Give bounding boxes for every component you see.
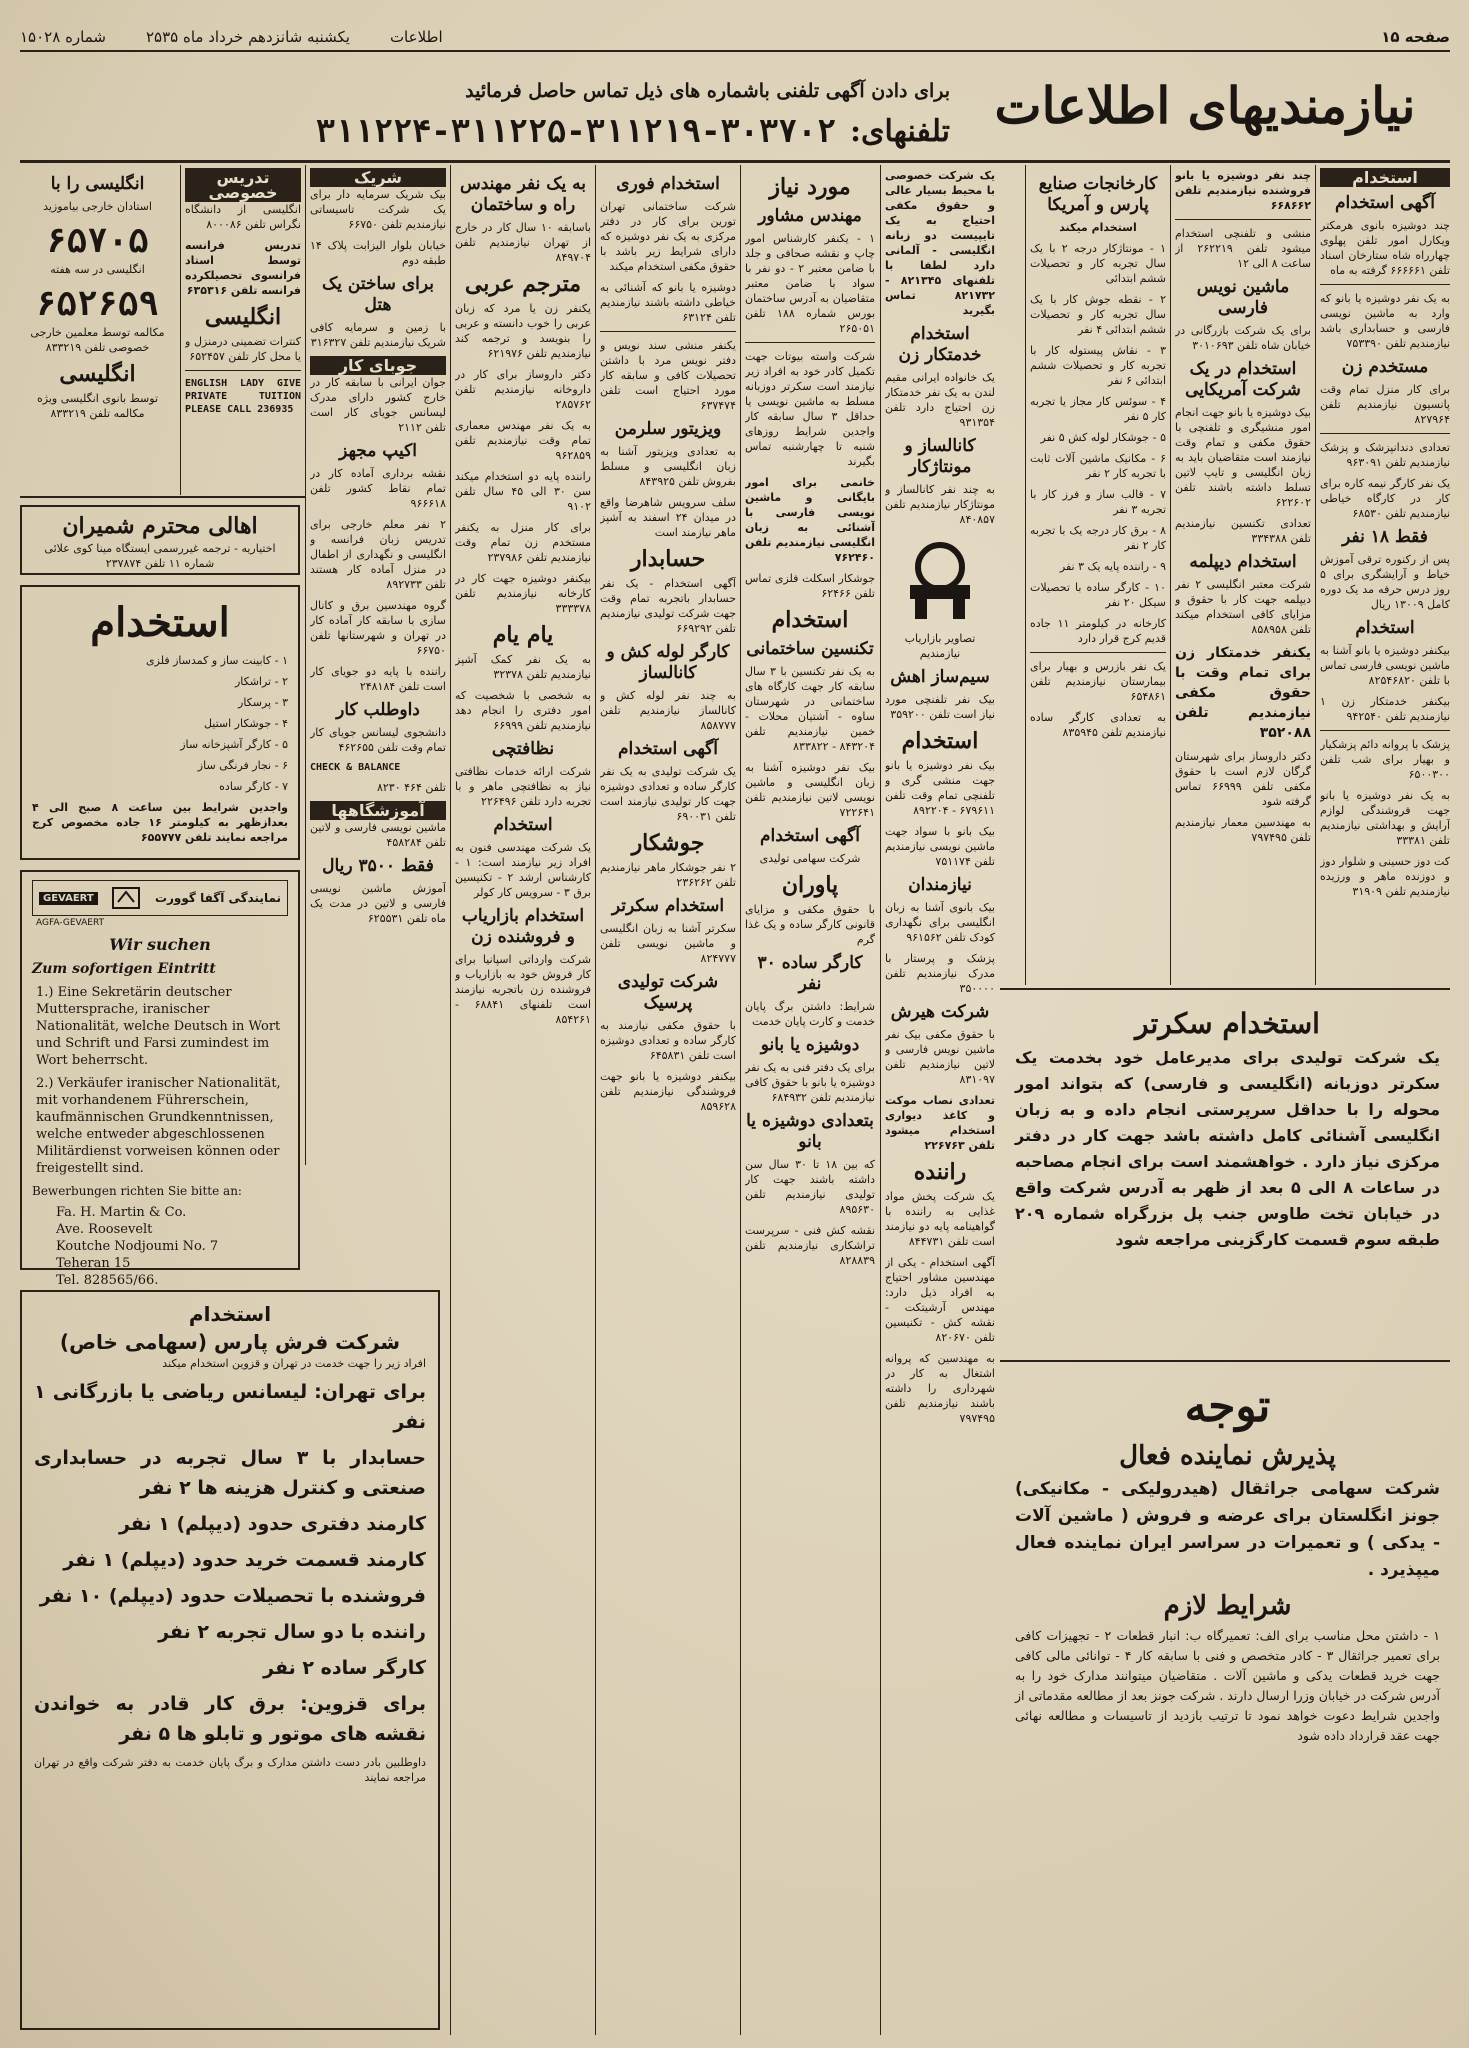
ad-text: برای کار منزل به یکنفر مستخدم زن تمام وقت نیازمندیم تلفن ۲۳۷۹۸۶ (455, 521, 591, 564)
farsh-line: کارگر ساده ۲ نفر (263, 1657, 426, 1679)
ad-title: شرکت هیرش (890, 1002, 990, 1022)
gevaert-badge: GEVAERT (39, 892, 98, 905)
ad-text: به تعدادی کارگر ساده نیازمندیم تلفن ۸۳۵۹۴۵ (1030, 711, 1166, 739)
ad-text: باسابقه ۱۰ سال کار در خارج از تهران نیازمندیم تلفن ۸۴۹۷۰۴ (455, 221, 591, 264)
de-subtitle: Zum sofortigen Eintritt (32, 961, 216, 977)
column-10 (20, 168, 175, 493)
ad-text: یک شرکت خصوصی با محیط بسیار عالی و حقوق مکفی احتیاج به یک تایپیست دو زبانه انگلیسی - آلمانی دارد لطفا با تلفنهای ۸۲۱۳۴۵ - ۸۲۱۷۳۲ تماس بگیرید (885, 169, 995, 317)
ad-text: چند دوشیزه بانوی هرمکتر ویکارل امور تلفن پهلوی چهارراه شاه ستارخان اسناد تلفن ۶۶۶۶۶۱ گرفته به ماه (1320, 219, 1450, 277)
ad-text: تعدادی دندانپزشک و پزشک نیازمندیم تلفن ۹۶۳۰۹۱ (1320, 441, 1450, 469)
column-rule (305, 165, 306, 1165)
list-item: ۱ - مونتاژکار درجه ۲ با یک سال تجربه کار و تحصیلات ششم ابتدائی (1030, 242, 1166, 285)
ad-title: استخدام در یک شرکت آمریکایی (1185, 359, 1301, 400)
de-tel: Tel. 828565/66. (56, 1273, 159, 1288)
ad-text: کنترات تضمینی درمنزل و یا محل کار تلفن ۶۵۲۴۵۷ (185, 335, 301, 363)
ad-text-latin: CHECK & BALANCE (310, 762, 401, 773)
ad-title: فقط ۳۵۰۰ ریال (322, 856, 434, 876)
column-rule (880, 165, 881, 2035)
ad-text: یک شرکت تولیدی به یک نفر کارگر ساده و تعدادی دوشیزه جهت کار تولیدی نیازمند است تلفن ۶۹۰۰۳۱ (600, 765, 736, 823)
phones-numbers: ۳۱۱۲۲۴-۳۱۱۲۲۵-۳۱۱۲۱۹-۳۰۳۷۰۲ (315, 112, 836, 150)
ad-text: شرکت ارائه خدمات نظافتی نیاز به نظافتچی ماهر و با تجربه دارد تلفن ۲۲۶۴۹۶ (455, 765, 591, 808)
ad-text: یک نفر کارگر نیمه کاره برای کار در کارگاه خیاطی نیازمندیم تلفن ۶۸۵۳۰ (1320, 477, 1450, 520)
ad-text: یک خانواده ایرانی مقیم لندن به یک نفر خدمتکار زن احتیاج دارد تلفن ۹۳۱۳۵۴ (885, 371, 995, 429)
ad-text: به یک نفر دوشیزه یا بانو که وارد به ماشین نویسی فارسی و حسابداری باشد نیازمندیم تلفن ۷۵۳۳۹۰ (1320, 292, 1450, 350)
ad-title: استخدام فوری (616, 174, 720, 194)
ad-title: کانالساز و مونتاژکار (904, 436, 976, 477)
farsh-line: راننده با دو سال تجربه ۲ نفر (158, 1621, 426, 1643)
ad-divider (1320, 284, 1450, 285)
ad-text: بیک شریک سرمایه دار برای یک شرکت تاسیساتی نیازمندیم تلفن ۶۶۷۵۰ (310, 188, 446, 231)
list-item: ۴ - سوئس کار مجاز یا تجربه کار ۵ نفر (1030, 395, 1166, 423)
ad-title: بتعدادی دوشیزه یا بانو (746, 1111, 874, 1152)
ad-agfa-gevaert (20, 870, 300, 1288)
section-tag-tutoring: تدریس خصوصی (185, 168, 301, 202)
ad-title: سیم‌ساز اهش (890, 667, 990, 687)
list-item: ۳ - نقاش پیستوله کار با تجربه کار و تحصیلات ششم ابتدائی ۶ نفر (1030, 344, 1166, 387)
column-rule (1170, 165, 1171, 985)
ad-text: برای کار منزل تمام وقت پانسیون نیازمندیم تلفن ۸۲۷۹۶۴ (1320, 383, 1450, 426)
ad-text: به چند نفر لوله کش و کانالساز نیازمندیم تلفن ۸۵۸۷۷۷ (600, 689, 736, 732)
ad-text: یک شرکت مهندسی فنون به افراد زیر نیازمند است: ۱ - کارشناس ارشد ۲ - تکنیسین برق ۳ - سرویس کار کولر (455, 841, 591, 899)
ad-title: کارخانجات صنایع پارس و آمریکا (1038, 174, 1158, 215)
ad-text: جوان ایرانی با سابقه کار در خارج کشور دارای مدرک لیسانس جویای کار است تلفن ۲۱۱۲ (310, 376, 446, 434)
ad-text: پزشک و پرستار با مدرک نیازمندیم تلفن ۳۵۰۰۰۰ (885, 952, 995, 995)
ad-text: یکنفر خدمتکار زن برای تمام وقت با حقوق مکفی نیازمندیم تلفن ۳۵۲۰۸۸ (1175, 645, 1311, 741)
ad-subtitle: استخدام میکند (1059, 221, 1137, 234)
ad-title: آگهی استخدام (760, 826, 860, 846)
list-item: ۵ - کارگر آشپزخانه ساز (180, 738, 288, 751)
de-title: Wir suchen (109, 935, 211, 954)
column-rule (595, 165, 596, 2035)
list-item: ۶ - نجار فرنگی ساز (197, 759, 288, 772)
ad-text: دکتر داروساز برای کار در داروخانه نیازمندیم تلفن ۲۸۵۷۶۲ (455, 368, 591, 411)
ad-text: استادان خارجی بیاموزید (43, 200, 152, 213)
ad-text: پس از رکنوره ترقی آموزش خیاط و آرایشگری برای ۵ روز درس حرفه مد یک دوره کامل ۱۳۰۰۹ ریال (1320, 553, 1450, 611)
list-item: ۲ - نقطه جوش کار با یک سال تجربه کار و تحصیلات ششم ابتدائی ۴ نفر (1030, 293, 1166, 336)
notice-title: توجه (1184, 1381, 1271, 1432)
ad-text: ۲ نفر جوشکار ماهر نیازمندیم تلفن ۲۳۶۲۶۲ (600, 861, 736, 889)
column-1 (1320, 168, 1450, 985)
phones-label: تلفنهای: (849, 113, 950, 149)
ad-title: راننده (913, 1159, 967, 1185)
ad-title: کارگر لوله کش و کانالساز (606, 642, 730, 683)
ad-divider (1320, 433, 1450, 434)
german-ad-body (32, 936, 288, 1289)
section-tag-employment: استخدام (1320, 168, 1450, 187)
list-item: ۳ - پرسکار (238, 696, 288, 709)
ad-title: انگلیسی (204, 304, 282, 330)
section-tag-schools: آموزشگاهها (310, 801, 446, 820)
column-4 (885, 168, 995, 2033)
ad-text: بیک نفر دوشیزه یا بانو جهت منشی گری و تلفنچی تمام وقت تلفن ۶۷۹۶۱۱ - ۸۹۲۲۰۴ (885, 759, 995, 817)
ad-title: اهالی محترم شمیران (62, 513, 258, 539)
column-2 (1175, 168, 1311, 985)
ad-text: سلف سرویس شاهرضا واقع در میدان ۲۴ اسفند به آشپز ماهر نیازمند است (600, 496, 736, 539)
farsh-line: حسابدار با ۳ سال تجربه در حسابداری صنعتی و کنترل هزینه ها ۲ نفر (34, 1447, 426, 1499)
ad-divider (600, 331, 736, 332)
ad-title: انگلیسی (59, 361, 136, 387)
ad-text: تعدادی تکنسین نیازمندیم تلفن ۳۳۴۳۸۸ (1175, 517, 1311, 545)
ad-title: استخدام بازاریاب و فروشنده زن (461, 906, 585, 947)
ad-text: بیک دوشیزه یا بانو جهت انجام امور منشیگری و تلفنچی با حقوق مکفی و تمام وقت نیازمند است متقاضیان باید به زبان انگلیسی و تایپ لاتین تسلط داشته باشند تلفن ۶۲۲۶۰۲ (1175, 406, 1311, 509)
farsh-company: شرکت فرش پارس (سهامی خاص) (59, 1330, 401, 1354)
ad-text: یکنفر زن یا مرد که زبان عربی را خوب دانسته و عربی را بنویسد و ترجمه کند نیازمندیم تلفن ۶۲۱۹۷۶ (455, 302, 591, 360)
ad-secretary (1005, 995, 1450, 1355)
ad-text: بیکنفر دوشیزه یا بانو جهت فروشندگی نیازمندیم تلفن ۸۵۹۶۲۸ (600, 1070, 736, 1113)
farsh-line: فروشنده با تحصیلات حدود (دیپلم) ۱۰ نفر (39, 1585, 426, 1607)
gevaert-subtitle: AGFA-GEVAERT (36, 918, 105, 928)
ad-title: مترجم عربی (464, 271, 582, 297)
ad-title: استخدام (493, 815, 553, 835)
list-item: ۴ - جوشکار استیل (203, 717, 288, 730)
banner-phones (80, 108, 950, 154)
notice-text: شرکت سهامی جراثقال (هیدرولیکی - مکانیکی) جونز انگلستان برای عرضه و فروش ( ماشین آلات - یدکی ) و تعمیرات در سراسر ایران نماینده فعال میپذیرد . (1015, 1479, 1440, 1580)
column-rule (740, 165, 741, 2035)
banner-instruction: برای دادن آگهی تلفنی باشماره های ذیل تماس حاصل فرمائید (465, 80, 950, 102)
ad-title: استخدام سکرتر (1135, 1007, 1320, 1040)
ad-text: که بین ۱۸ تا ۳۰ سال سن داشته باشند جهت کار تولیدی نیازمندیم تلفن ۸۹۵۶۳۰ (745, 1158, 875, 1216)
ad-phone: ۶۵۲۶۵۹ (36, 284, 159, 324)
section-title: نیازمندیهای اطلاعات (994, 76, 1416, 135)
company-logo (895, 537, 985, 627)
ad-text: به شخصی با شخصیت که امور دفتری را انجام دهد نیازمندیم تلفن ۶۶۹۹۹ (455, 689, 591, 732)
newspaper-name: اطلاعات (389, 28, 443, 46)
ad-text: سکرتر آشنا به زبان انگلیسی و ماشین نویسی تلفن ۸۲۴۷۷۷ (600, 922, 736, 965)
list-item: ۷ - قالب ساز و فرز کار با تجربه ۳ نفر (1030, 488, 1166, 516)
ad-text: ماشین نویسی فارسی و لاتین تلفن ۴۵۸۲۸۴ (310, 821, 446, 849)
list-item: ۹ - راننده پایه یک ۳ نفر (1059, 560, 1166, 573)
issue-date: یکشنبه شانزدهم خرداد ماه ۲۵۳۵ (145, 28, 350, 46)
ad-title: حسابدار (630, 546, 706, 572)
ad-text: کت دوز حسینی و شلوار دوز و دوزنده ماهر و ورزیده نیازمندیم تلفن ۳۱۹۰۹ (1320, 855, 1450, 898)
ad-shemiran (20, 505, 300, 575)
ad-text: برای یک شرکت بازرگانی در خیابان شاه تلفن ۳۰۱۰۶۹۳ (1175, 324, 1311, 352)
column-5 (745, 168, 875, 2033)
ad-employment-box (20, 585, 300, 860)
ad-text: بیکنفر دوشیزه یا بانو آشنا به ماشین نویسی فارسی تماس با تلفن ۸۲۵۴۶۸۲۰ (1320, 644, 1450, 687)
ad-text: کارخانه در کیلومتر ۱۱ جاده قدیم کرج قرار دارد (1030, 617, 1166, 645)
ad-text: منشی و تلفنچی استخدام میشود تلفن ۲۶۲۲۱۹ از ساعت ۸ الی ۱۲ (1175, 227, 1311, 270)
column-rule (180, 165, 181, 495)
de-item-2: 2.) Verkäufer iranischer Nationalität, mit vorhandenem Führerschein, kaufmännischen Grundkenntnissen, welche entweder abgeschlossenen Militärdienst vorweisen können oder freigestellt sind. (36, 1076, 281, 1176)
ad-title: اکیپ مجهز (339, 441, 417, 461)
column-8 (310, 168, 446, 1163)
ad-text: به چند نفر کانالساز و مونتاژکار نیازمندیم تلفن ۸۴۰۸۵۷ (885, 483, 995, 526)
list-item: ۶ - مکانیک ماشین آلات ثابت با تجربه کار ۲ نفر (1030, 452, 1166, 480)
logo-caption: تصاویر بازاریاب نیازمندیم (904, 632, 976, 660)
column-rule (1025, 165, 1026, 985)
ad-title: نظافتچی (491, 739, 555, 759)
ad-title: انگلیسی را با (50, 174, 145, 194)
column-6 (600, 168, 736, 2033)
conditions-title: شرایط لازم (1163, 1591, 1292, 1621)
list-item: ۷ - کارگر ساده (219, 780, 288, 793)
column-rule (1315, 165, 1316, 985)
ad-text: بیکنفر خدمتکار زن ۱ نیازمندیم تلفن ۹۴۲۵۴۰ (1320, 695, 1450, 723)
list-item: ۵ - جوشکار لوله کش ۵ نفر (1040, 431, 1166, 444)
farsh-line: برای قزوین: برق کار قادر به خواندن نقشه های موتور و تابلو ها ۵ نفر (34, 1693, 426, 1745)
ad-title: فقط ۱۸ نفر (1342, 527, 1428, 547)
farsh-footer: داوطلبین بادر دست داشتن مدارک و برگ پایان خدمت به دفتر شرکت واقع در تهران مراجعه نمایند (34, 1756, 426, 1784)
gevaert-logo-bar (32, 880, 288, 916)
ad-text: به مهندسین معمار نیازمندیم تلفن ۷۹۷۴۹۵ (1175, 816, 1311, 844)
ad-divider (1030, 652, 1166, 653)
de-street2: Koutche Nodjoumi No. 7 (56, 1239, 219, 1254)
ad-text: به یک نفر مهندس معماری تمام وقت نیازمندیم تلفن ۹۶۲۸۵۹ (455, 419, 591, 462)
ad-text: مکالمه توسط معلمین خارجی خصوصی تلفن ۸۳۳۲۱۹ (30, 326, 165, 354)
ad-text: یک شرکت پخش مواد غذایی به راننده با گواهینامه پایه دو نیازمند است تلفن ۸۴۴۷۳۱ (885, 1190, 995, 1248)
ad-title: آگهی استخدام (1335, 193, 1435, 213)
de-contact-intro: Bewerbungen richten Sie bitte an: (32, 1184, 242, 1198)
ad-title: استخدام (901, 728, 979, 754)
de-item-1: 1.) Eine Sekretärin deutscher Muttersprache, iranischer Nationalität, welche Deutsch in Wort und Schrift und Farsi zumindest im Wort beherrscht. (36, 985, 281, 1068)
list-item: ۲ - تراشکار (234, 675, 288, 688)
ad-text: دانشجوی لیسانس جویای کار تمام وقت تلفن ۴۶۲۶۵۵ (310, 726, 446, 754)
ad-text: آگهی استخدام - یکی از مهندسین مشاور احتیاج به افراد ذیل دارد: مهندس آرشیتکت - نقشه کش - تکنیسین تلفن ۸۲۰۶۷۰ (885, 1256, 995, 1344)
ad-text: بیکنفر دوشیزه جهت کار در کارخانه نیازمندیم تلفن ۳۳۳۳۷۸ (455, 572, 591, 615)
ad-text: شرکت ساختمانی تهران تورین برای کار در دفتر مرکزی به یک نفر دوشیزه که دارای شرایط زیر باشد با حقوق مکفی استخدام میکند (600, 200, 736, 273)
farsh-line: کارمند قسمت خرید حدود (دیپلم) ۱ نفر (63, 1549, 426, 1571)
list-item: ۱۰ - کارگر ساده با تحصیلات سیکل ۲۰ نفر (1030, 581, 1166, 609)
section-rule (1000, 988, 1450, 990)
ad-text: با حقوق مکفی بیک نفر ماشین نویس فارسی و لاتین نیازمندیم تلفن ۸۳۱۰۹۷ (885, 1028, 995, 1086)
ad-text: برای یک دفتر فنی به یک نفر دوشیزه یا بانو با حقوق کافی نیازمندیم تلفن ۶۸۴۹۳۲ (745, 1061, 875, 1104)
section-rule (20, 496, 305, 498)
ad-title: استخدام دیپلمه (1189, 552, 1297, 572)
farsh-line: برای تهران: لیسانس ریاضی یا بازرگانی ۱ نفر (34, 1381, 426, 1433)
ad-text: تعدادی نصاب موکت و کاغذ دیواری استخدام میشود تلفن ۲۲۶۷۶۳ (885, 1094, 995, 1152)
section-rule (1000, 1360, 1450, 1362)
ad-title: داوطلب کار (336, 700, 420, 720)
column-7 (455, 168, 591, 2033)
ad-text: دوشیزه یا بانو که آشنائی به خیاطی داشته باشند نیازمندیم تلفن ۶۳۱۲۴ (600, 281, 736, 324)
ad-divider (185, 370, 301, 371)
ad-subtitle: مهندس مشاور (758, 206, 862, 226)
ad-text: آموزش ماشین نویسی فارسی و لاتین در مدت یک ماه تلفن ۶۲۵۵۳۱ (310, 882, 446, 925)
ad-title: پاوران (781, 872, 839, 898)
column-9 (185, 168, 301, 493)
column-rule (450, 165, 451, 2035)
ad-title: برای ساختن یک هتل (322, 274, 434, 315)
ad-text: بیک نفر دوشیزه آشنا به زبان انگلیسی و ماشین نویسی لاتین نیازمندیم تلفن ۷۲۲۶۴۱ (745, 761, 875, 819)
issue-number: شماره ۱۵۰۲۸ (20, 28, 106, 46)
ad-text: نقشه کش فنی - سرپرست تراشکاری نیازمندیم تلفن ۸۲۸۸۳۹ (745, 1224, 875, 1267)
ad-text: به یک نفر دوشیزه یا بانو جهت فروشندگی لوازم آرایش و بهداشتی نیازمندیم تلفن ۳۳۳۸۱ (1320, 789, 1450, 847)
ad-title: استخدام (188, 1302, 272, 1326)
ad-title: یام یام (492, 622, 554, 648)
ad-text: ۲ نفر معلم خارجی برای تدریس زبان فرانسه و انگلیسی و نگهداری از اطفال در منزل آماده کار هستند تلفن ۸۹۲۷۳۳ (310, 518, 446, 591)
ad-text: شرکت واسته بیوتات جهت تکمیل کادر خود به افراد زیر نیازمند است سکرتر دوزبانه مسلط به ماشین نویسی یا حداقل ۳ سال سابقه کار واجدین شرایط روزهای شنبه تا چهارشنبه تماس بگیرند (745, 350, 875, 468)
ad-text: انگلیسی در سه هفته (50, 263, 145, 276)
de-company: Fa. H. Martin & Co. (56, 1205, 187, 1220)
conditions-text: ۱ - داشتن محل مناسب برای الف: تعمیرگاه ب: انبار قطعات ۲ - تجهیزات کافی برای تعمیر جراثقال ۳ - کادر متخصص و فنی با سابقه کار ۴ - توانائی مالی کافی جهت خرید قطعات یدکی و ماشین آلات . متقاضیان میتوانند مدارک خود را به آدرس شرکت در خیابان وزرا ارسال دارند . شرکت جونز بعد از مطالعه مقدماتی از واجدین شرایط دعوت خواهد نمود تا ترتیب بازدید از تاسیسات و مطالعه نهائی جهت عقد قرارداد داده شود (1014, 1628, 1440, 1743)
ad-title: استخدام (771, 607, 849, 633)
ad-title: مستخدم زن (1341, 357, 1429, 377)
ad-text: خیابان بلوار الیزابت پلاک ۱۴ طبقه دوم (310, 239, 446, 267)
ad-divider (1320, 730, 1450, 731)
de-address (32, 1204, 288, 1289)
ad-text: نقشه برداری آماده کار در تمام نقاط کشور تلفن ۹۶۶۶۱۸ (310, 467, 446, 510)
ad-text: خانمی برای امور بایگانی و ماشین نویسی فارسی با آشنائی به زبان انگلیسی نیازمندیم تلفن ۷۶۲۴۶۰ (745, 476, 875, 564)
ad-subtitle: تکنسین ساختمانی (746, 639, 874, 659)
ad-title: کارگر ساده ۳۰ نفر (757, 953, 863, 994)
ad-title: دوشیزه یا بانو (760, 1035, 860, 1055)
ad-subtitle: شرکت سهامی تولیدی (759, 852, 861, 865)
header-rule (20, 50, 1450, 52)
ad-text: بیک نفر تلفنچی مورد نیاز است تلفن ۳۵۹۲۰۰ (885, 693, 995, 721)
ad-title: جوشکار (631, 830, 705, 856)
ad-text: شرکت وارداتی اسپانیا برای کار فروش خود به بازاریاب و فروشنده زن باتجربه نیازمند است تلفنهای ۶۸۸۴۱ - ۸۵۴۲۶۱ (455, 953, 591, 1026)
ad-text: آگهی استخدام - یک نفر حسابدار باتجربه تمام وقت جهت شرکت تولیدی نیازمندیم تلفن ۶۶۹۲۹۲ (600, 577, 736, 635)
ad-text: یکنفر منشی سند نویس و دفتر نویس مرد با داشتن تحصیلات کافی و سابقه کار مورد احتیاج است تلفن ۶۳۷۴۷۴ (600, 339, 736, 412)
ad-text: انگلیسی از دانشگاه نگراس تلفن ۸۰۰۰۸۶ (185, 203, 301, 231)
ad-text: یک نفر بازرس و بهیار برای بیمارستان نیازمندیم تلفن ۶۵۴۸۶۱ (1030, 660, 1166, 703)
ad-title: نیازمندان (908, 875, 972, 895)
gevaert-persian-name: نمایندگی آگفا گوورت (154, 891, 281, 905)
ad-divider (1175, 219, 1311, 220)
ad-text: بیک بانوی آشنا به زبان انگلیسی برای نگهداری کودک تلفن ۹۶۱۵۶۲ (885, 901, 995, 944)
ad-text: شرکت معتبر انگلیسی ۲ نفر دیپلمه جهت کار با حقوق و مزایای کافی استخدام میکند تلفن ۸۵۸۹۵۸ (1175, 578, 1311, 636)
ad-title: آگهی استخدام (618, 739, 718, 759)
ad-text: دکتر داروساز برای شهرستان گرگان لازم است با حقوق مکفی تلفن ۶۶۹۹۹ تماس گرفته شود (1175, 750, 1311, 808)
ad-text: توسط بانوی انگلیسی ویژه مکالمه تلفن ۸۳۳۲۱۹ (37, 392, 158, 420)
ad-title: شرکت تولیدی پرسیک (617, 972, 719, 1013)
ad-text: به یک نفر تکنسین با ۳ سال سابقه کار جهت کارگاه های ساختمانی در شهرستان ساوه - آشتیان محلات - خمین نیازمندیم تلفن ۸۴۳۲۰۴ - ۸۳۳۸۲۲ (745, 665, 875, 753)
ad-text: جوشکار اسکلت فلزی تماس تلفن ۶۲۴۶۶ (745, 572, 875, 600)
ad-title: مورد نیاز (769, 174, 851, 200)
gevaert-logo-icon (112, 887, 140, 909)
ad-title: ماشین نویس فارسی (1196, 277, 1290, 318)
ad-title: ویزیتور سلرمن (614, 419, 722, 439)
list-item: ۸ - برق کار درجه یک با تجربه کار ۲ نفر (1030, 524, 1166, 552)
ad-title: به یک نفر مهندس راه و ساختمان (459, 174, 586, 215)
banner-rule (20, 160, 1450, 163)
de-city: Teheran 15 (56, 1256, 131, 1271)
section-tag-job-seekers: جوبای کار (310, 356, 446, 375)
ad-text: پزشک با پروانه دائم پزشکیار و بهیار برای شب تلفن ۶۵۰۰۳۰۰ (1320, 738, 1450, 781)
ad-title: استخدام (90, 599, 230, 646)
ad-text: چند نفر دوشیزه یا بانو فروشنده نیازمندیم تلفن ۶۶۸۶۶۲ (1175, 169, 1311, 212)
ad-text: واجدین شرایط بین ساعت ۸ صبح الی ۴ بعدازظهر به کیلومتر ۱۶ جاده مخصوص کرج مراجعه نمایند تلفن ۶۵۵۷۷۷ (32, 801, 288, 844)
ad-text: به تعدادی ویزیتور آشنا به زبان انگلیسی و مسلط بفروش تلفن ۸۴۳۹۲۵ (600, 445, 736, 488)
farsh-intro: افراد زیر را جهت خدمت در تهران و قزوین استخدام میکند (162, 1357, 426, 1370)
ad-text: راننده با پایه دو جویای کار است تلفن ۲۴۸۱۸۴ (310, 665, 446, 693)
logo-emblem-icon (895, 537, 985, 627)
ad-text: با زمین و سرمایه کافی شریک نیازمندیم تلفن ۳۱۶۳۲۷ (310, 321, 446, 349)
running-header (20, 26, 1450, 48)
ad-text: با حقوق مکفی و مزایای قانونی کارگر ساده و یک غذا گرم (745, 903, 875, 946)
ad-text: یک شرکت تولیدی برای مدیرعامل خود بخدمت یک سکرتر دوزبانه (انگلیسی و فارسی) که بتواند امور محوله را با حداقل سرپرستی انجام داده و به زبان انگلیسی آشنائی کامل داشته باشد جهت کار در دفتر مرکزی نیاز دارد . خواهشمند است برای انجام مصاحبه در ساعات ۸ الی ۵ بعد از ظهر به آدرس شرکت واقع در خیابان تخت طاوس جنب پل بزرگراه شماره ۲۰۹ طبقه سوم قسمت کارگزینی مراجعه شود (1015, 1048, 1440, 1249)
ad-divider (745, 342, 875, 343)
ad-text: تدریس فرانسه توسط استاد فرانسوی تحصیلکرده فرانسه تلفن ۶۳۵۳۱۶ (185, 239, 301, 297)
page-number: صفحه ۱۵ (1381, 28, 1450, 46)
de-street: Ave. Roosevelt (56, 1222, 153, 1237)
ad-text: اختیاریه - ترجمه غیررسمی ایستگاه مینا کوی علائی شماره ۱۱ تلفن ۲۳۷۸۷۴ (44, 542, 276, 570)
ad-text: گروه مهندسین برق و کانال سازی با سابقه کار آماده کار در تهران و شهرستانها تلفن ۶۶۷۵۰ (310, 599, 446, 657)
list-item: ۱ - کابینت ساز و کمدساز فلزی (146, 654, 288, 667)
ad-text: با حقوق مکفی نیازمند به کارگر ساده و تعدادی دوشیزه است تلفن ۶۴۵۸۳۱ (600, 1019, 736, 1062)
ad-text: به یک نفر کمک آشپز نیازمندیم تلفن ۳۲۳۷۸ (455, 653, 591, 681)
ad-text: بیک بانو با سواد جهت ماشین نویسی نیازمندیم تلفن ۷۵۱۱۷۴ (885, 825, 995, 868)
notice-subtitle: پذیرش نماینده فعال (1119, 1441, 1336, 1471)
ad-farsh-pars (20, 1290, 440, 2030)
ad-text: راننده پایه دو استخدام میکند سن ۳۰ الی ۴۵ سال تلفن ۹۱۰۲ (455, 470, 591, 513)
ad-notice (1005, 1368, 1450, 2038)
ad-text: شرایط: داشتن برگ پایان خدمت و کارت پایان خدمت (745, 1000, 875, 1028)
ad-title: استخدام سکرتر (611, 896, 725, 916)
ad-text: ۱ - یکنفر کارشناس امور چاپ و نقشه صحافی و جلد با ضامن معتبر ۲ - دو نفر با سواد با ضامن معتبر متقاضیان به آدرس ساختمان بورس شماره ۱۸۸ تلفن ۲۶۵۰۵۱ (745, 232, 875, 335)
ad-text: تلفن ۴۶۴ ۸۲۳۰ (376, 781, 446, 794)
section-tag-partner: شریک (310, 168, 446, 187)
ad-title: استخدام (1355, 618, 1415, 638)
ad-phone: ۶۵۷۰۵ (46, 221, 149, 261)
column-3 (1030, 168, 1166, 985)
ad-title: استخدام خدمتکار زن (898, 324, 982, 365)
ad-text-latin: ENGLISH LADY GIVE PRIVATE TUITION PLEASE CALL 236935 (185, 378, 301, 415)
farsh-line: کارمند دفتری حدود (دیپلم) ۱ نفر (118, 1513, 426, 1535)
ad-text: به مهندسین که پروانه اشتغال به کار در شهرداری را داشته باشند نیازمندیم تلفن ۷۹۷۴۹۵ (885, 1352, 995, 1425)
